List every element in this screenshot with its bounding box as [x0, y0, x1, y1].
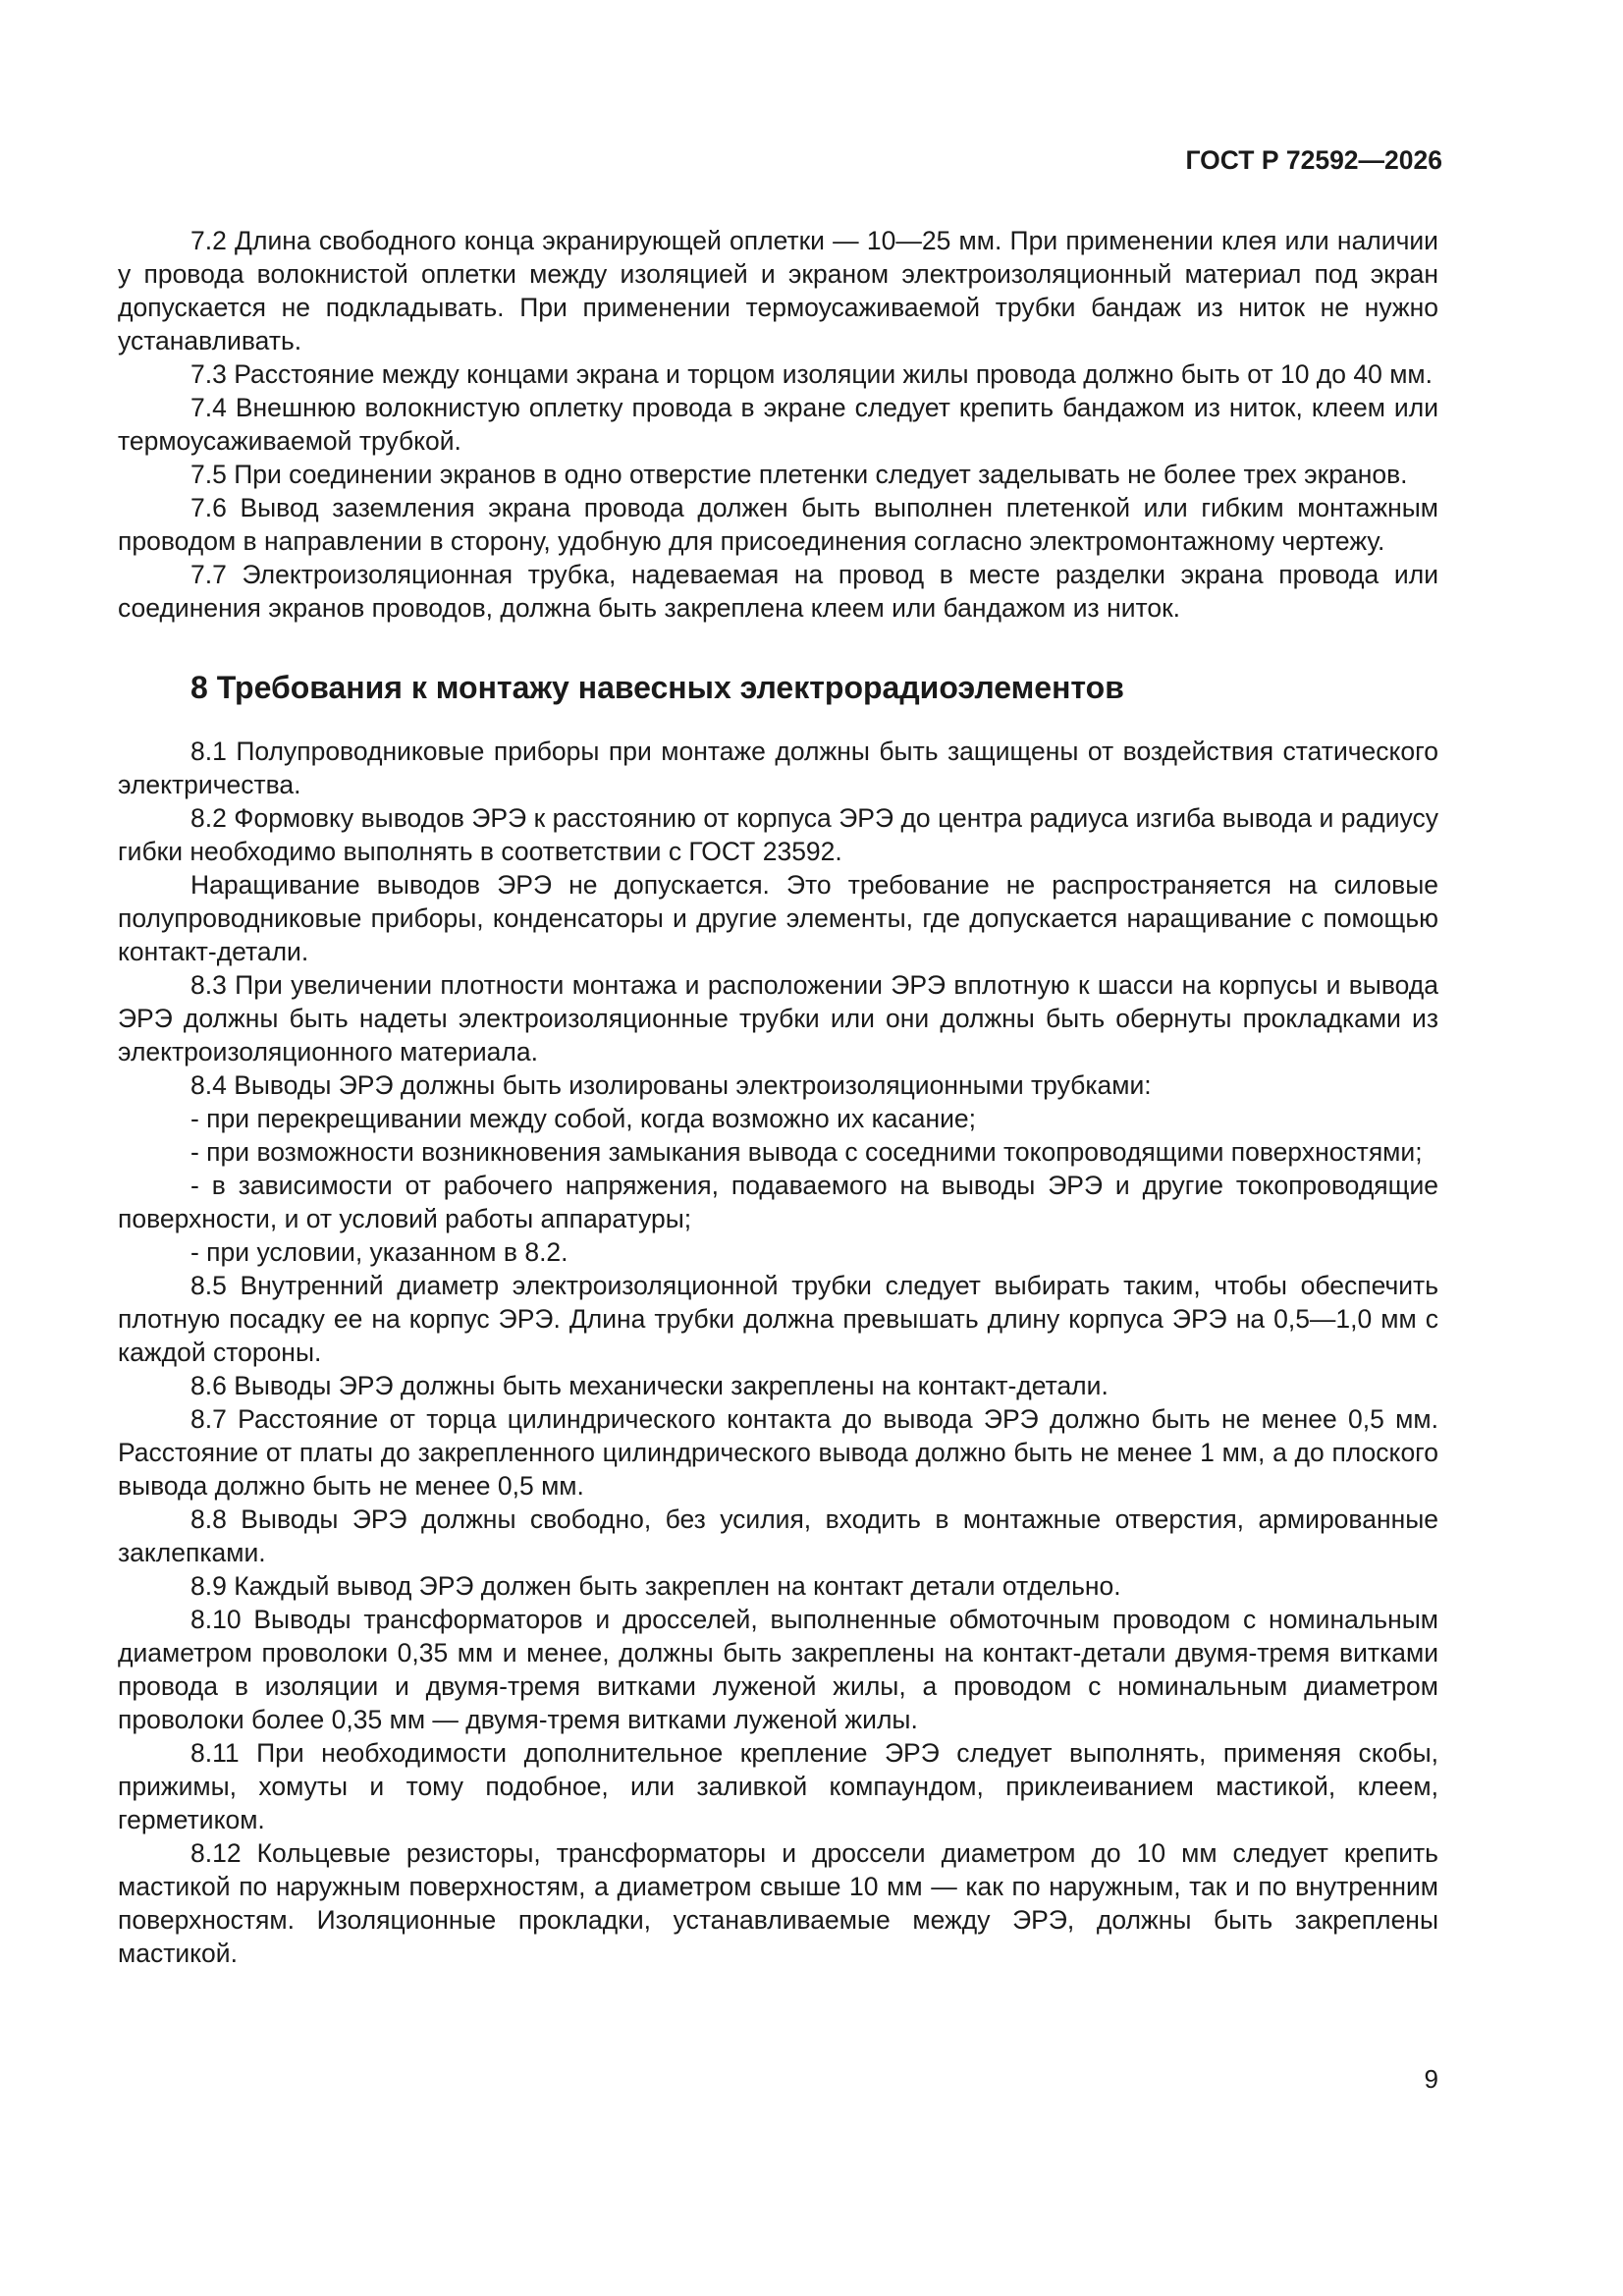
clause-8-6: 8.6 Выводы ЭРЭ должны быть механически закреплены на контакт-детали. [190, 1371, 1109, 1400]
page-number: 9 [1424, 2064, 1438, 2094]
clause-8-2-extension: Наращивание выводов ЭРЭ не допускается. Это требование не распространяется на силовые полупроводниковые приборы, конденсаторы и другие элементы, где допускается наращивание с помощью контакт-детали. [118, 870, 1438, 966]
clause-8-2: 8.2 Формовку выводов ЭРЭ к расстоянию от корпуса ЭРЭ до центра радиуса изгиба вывода и радиусу гибки необходимо выполнять в соответствии с ГОСТ 23592. [118, 803, 1438, 866]
clause-8-12: 8.12 Кольцевые резисторы, трансформаторы и дроссели диаметром до 10 мм следует крепить мастикой по наружным поверхностям, а диаметром свыше 10 мм — как по наружным, так и по внутренним поверхностям. Изоляционные прокладки, устанавливаемые между ЭРЭ, должны быть закреплены мастикой. [118, 1838, 1438, 1968]
clause-8-10: 8.10 Выводы трансформаторов и дросселей, выполненные обмоточным проводом с номинальным диаметром проволоки 0,35 мм и менее, должны быть закреплены на контакт-детали двумя-тремя витками провода в изоляции и двумя-тремя витками луженой жилы, а проводом с номинальным диаметром проволоки более 0,35 мм — двумя-тремя витками луженой жилы. [118, 1605, 1438, 1734]
clause-8-4: 8.4 Выводы ЭРЭ должны быть изолированы электроизоляционными трубками: [190, 1070, 1152, 1100]
clause-8-11: 8.11 При необходимости дополнительное крепление ЭРЭ следует выполнять, применяя скобы, прижимы, хомуты и тому подобное, или заливкой компаундом, приклеиванием мастикой, клеем, герметиком. [118, 1738, 1438, 1834]
clause-8-5: 8.5 Внутренний диаметр электроизоляционной трубки следует выбирать таким, чтобы обеспечить плотную посадку ее на корпус ЭРЭ. Длина трубки должна превышать длину корпуса ЭРЭ на 0,5—1,0 мм с каждой стороны. [118, 1271, 1438, 1367]
clause-8-4-item-3: - в зависимости от рабочего напряжения, подаваемого на выводы ЭРЭ и другие токопроводящие поверхности, и от условий работы аппаратуры; [118, 1171, 1438, 1233]
clause-7-3: 7.3 Расстояние между концами экрана и торцом изоляции жилы провода должно быть от 10 до 40 мм. [190, 359, 1433, 389]
clause-7-4: 7.4 Внешнюю волокнистую оплетку провода в экране следует крепить бандажом из ниток, клеем или термоусаживаемой трубкой. [118, 393, 1438, 456]
clause-8-7: 8.7 Расстояние от торца цилиндрического контакта до вывода ЭРЭ должно быть не менее 0,5 мм. Расстояние от платы до закрепленного цилиндрического вывода должно быть не менее 1 мм, а до плоского вывода должно быть не менее 0,5 мм. [118, 1404, 1438, 1501]
clause-8-8: 8.8 Выводы ЭРЭ должны свободно, без усилия, входить в монтажные отверстия, армированные заклепками. [118, 1504, 1438, 1567]
clause-8-9: 8.9 Каждый вывод ЭРЭ должен быть закреплен на контакт детали отдельно. [190, 1571, 1121, 1601]
clause-7-7: 7.7 Электроизоляционная трубка, надеваемая на провод в месте разделки экрана провода или соединения экранов проводов, должна быть закреплена клеем или бандажом из ниток. [118, 560, 1438, 623]
clause-8-4-item-4: - при условии, указанном в 8.2. [190, 1237, 568, 1267]
document-header-id: ГОСТ Р 72592—2026 [1185, 145, 1442, 175]
clause-7-6: 7.6 Вывод заземления экрана провода должен быть выполнен плетенкой или гибким монтажным проводом в направлении в сторону, удобную для присоединения согласно электромонтажному чертежу. [118, 493, 1438, 556]
clause-8-1: 8.1 Полупроводниковые приборы при монтаже должны быть защищены от воздействия статического электричества. [118, 737, 1438, 799]
clause-7-2: 7.2 Длина свободного конца экранирующей оплетки — 10—25 мм. При применении клея или наличии у провода волокнистой оплетки между изоляцией и экраном электроизоляционный материал под экран допускается не подкладывать. При применении термоусаживаемой трубки бандаж из ниток не нужно устанавливать. [118, 226, 1438, 355]
section-8-heading: 8 Требования к монтажу навесных электрорадиоэлементов [190, 670, 1124, 705]
clause-7-5: 7.5 При соединении экранов в одно отверстие плетенки следует заделывать не более трех экранов. [190, 460, 1408, 489]
clause-8-3: 8.3 При увеличении плотности монтажа и расположении ЭРЭ вплотную к шасси на корпусы и вывода ЭРЭ должны быть надеты электроизоляционные трубки или они должны быть обернуты прокладками из электроизоляционного материала. [118, 970, 1438, 1066]
page-content [118, 224, 1438, 1970]
clause-8-4-item-2: - при возможности возникновения замыкания вывода с соседними токопроводящими поверхностями; [190, 1137, 1423, 1167]
clause-8-4-item-1: - при перекрещивании между собой, когда возможно их касание; [190, 1104, 977, 1133]
